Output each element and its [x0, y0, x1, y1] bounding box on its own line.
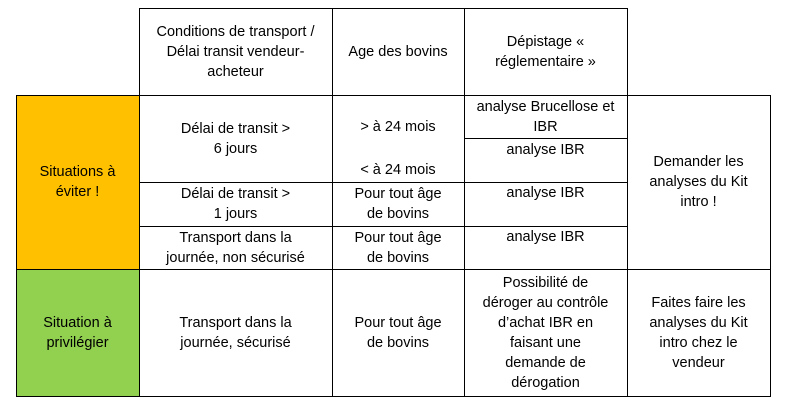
prefer-label: Situation à privilégier	[43, 314, 112, 351]
age-lt24-cell: < à 24 mois	[360, 162, 436, 178]
analyse-ibr-1-cell: analyse IBR	[506, 142, 585, 158]
header-age: Age des bovins	[348, 43, 448, 60]
transport-secure-cell: Transport dans la journée, sécurisé	[179, 314, 292, 351]
prefer-depistage-cell: Possibilité de déroger au contrôle d’achat IBR en faisant une demande de dérogation	[482, 274, 609, 391]
avoid-recommendation-cell: Demander les analyses du Kit intro !	[649, 154, 748, 210]
age-gt24-cell: > à 24 mois	[360, 119, 436, 135]
age-all-1-cell: Pour tout âge de bovins	[354, 186, 442, 222]
header-depistage: Dépistage « réglementaire »	[495, 33, 596, 70]
header-conditions: Conditions de transport / Délai transit vendeur-acheteur	[156, 23, 315, 80]
age-all-2-cell: Pour tout âge de bovins	[354, 229, 442, 266]
analyse-bruc-ibr-cell: analyse Brucellose et IBR	[476, 98, 615, 135]
avoid-label-cell	[16, 95, 139, 269]
avoid-label: Situations à éviter !	[39, 164, 116, 200]
analyse-ibr-3-cell: analyse IBR	[506, 229, 585, 245]
transit1-cell: Délai de transit > 1 jours	[180, 186, 291, 222]
transport-nonsecure-cell: Transport dans la journée, non sécurisé	[166, 229, 305, 266]
prefer-age-cell: Pour tout âge de bovins	[354, 314, 442, 351]
prefer-recommendation-cell: Faites faire les analyses du Kit intro chez le vendeur	[649, 294, 748, 371]
analyse-ibr-2-cell: analyse IBR	[506, 185, 585, 201]
prefer-label-cell	[16, 269, 139, 396]
transit6-cell: Délai de transit > 6 jours	[180, 120, 291, 157]
